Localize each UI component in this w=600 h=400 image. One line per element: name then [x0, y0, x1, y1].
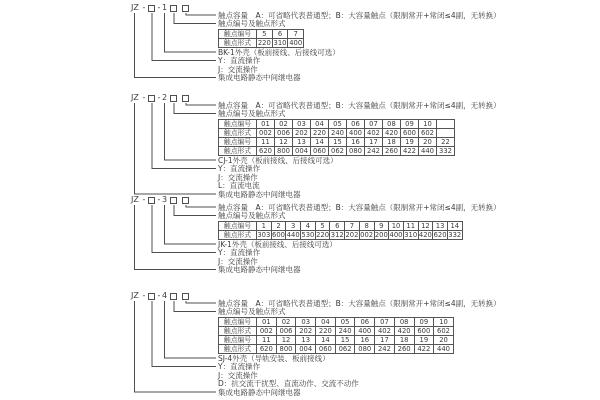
table-row: [219, 146, 455, 155]
operation-option-label: J：交流操作: [218, 370, 258, 380]
table-cell: 220: [316, 326, 336, 335]
table-cell: 310: [273, 38, 287, 47]
leader-line: [152, 301, 216, 367]
leader-line: [135, 13, 217, 78]
table-cell: 220: [316, 230, 330, 239]
table-cell: 440: [286, 230, 300, 239]
table-cell: 04: [311, 119, 329, 128]
table-cell: 422: [401, 146, 419, 155]
table-cell: 420: [394, 326, 414, 335]
operation-option-label: Y：直流操作: [218, 56, 261, 65]
table-cell: 10: [434, 317, 454, 326]
table-cell: 2: [271, 221, 286, 230]
operation-option-label: L：直流电流: [218, 181, 260, 190]
shell-type-label: BK-1外壳（板前接线、后接线可选）: [218, 47, 340, 57]
table-cell: 11: [257, 335, 277, 344]
contact-numbering-label: 触点编号及触点形式: [218, 307, 286, 316]
series-name-label: 集成电路静态中间继电器: [218, 265, 301, 274]
table-cell: 02: [276, 317, 296, 326]
table-cell: 060: [311, 146, 329, 155]
row-header-cell: 触点编号: [219, 221, 257, 230]
table-row: [219, 128, 455, 137]
table-cell: 006: [276, 326, 296, 335]
placeholder-box-icon: [182, 293, 189, 300]
table-cell: 6: [330, 221, 345, 230]
table-row: [219, 38, 304, 47]
contact-numbering-label: 触点编号及触点形式: [218, 109, 286, 118]
placeholder-box-icon: [182, 95, 189, 102]
table-cell: 15: [335, 335, 355, 344]
model-code-dash: -: [142, 3, 146, 12]
placeholder-box-icon: [148, 293, 155, 300]
leader-line: [186, 205, 216, 207]
table-cell: 420: [383, 128, 401, 137]
table-cell: 20: [434, 335, 454, 344]
leader-line: [165, 13, 217, 52]
placeholder-box-icon: [182, 5, 189, 12]
contact-table: [218, 221, 463, 240]
table-cell: 200: [374, 230, 388, 239]
table-cell: 530: [301, 230, 315, 239]
table-cell: 006: [275, 128, 293, 137]
row-header-cell: 触点编号: [219, 29, 257, 38]
table-row: [219, 119, 455, 128]
placeholder-box-icon: [170, 197, 177, 204]
row-header-cell: 触点编号: [219, 317, 257, 326]
placeholder-box-icon: [170, 95, 177, 102]
table-cell: 600: [414, 326, 434, 335]
row-header-cell: 触点编号: [219, 335, 257, 344]
table-cell: 402: [375, 326, 395, 335]
table-cell: 332: [448, 230, 462, 239]
model-code-prefix: JZ: [131, 195, 139, 204]
model-code-prefix: JZ: [131, 93, 139, 102]
table-cell: 16: [347, 137, 365, 146]
leader-line: [135, 103, 217, 194]
table-cell: 13: [433, 221, 448, 230]
table-cell: 303: [257, 230, 271, 239]
leader-line: [165, 103, 217, 160]
table-cell: 14: [447, 221, 462, 230]
table-cell: 04: [316, 317, 336, 326]
table-cell: 19: [414, 335, 434, 344]
series-name-label: 集成电路静态中间继电器: [218, 189, 301, 199]
table-cell: 5: [315, 221, 330, 230]
table-row: [219, 344, 454, 353]
contact-numbering-label: 触点编号及触点形式: [218, 211, 286, 220]
contact-capacity-label: 触点容量 A：可省略代表普通型；B：大容量触点（限制常开+常闭≤4副，无转换）: [218, 100, 501, 110]
contact-capacity-label: 触点容量 A：可省略代表普通型；B：大容量触点（限制常开+常闭≤4副，无转换）: [218, 298, 501, 308]
leader-line: [152, 13, 216, 61]
table-cell: 260: [383, 146, 401, 155]
row-header-cell: 触点形式: [219, 230, 257, 239]
table-cell: 06: [347, 119, 365, 128]
table-cell: 440: [419, 146, 437, 155]
table-cell: 420: [418, 230, 432, 239]
model-code-dash: -: [142, 291, 146, 300]
operation-option-label: Y：直流操作: [218, 362, 261, 371]
table-cell: 17: [365, 137, 383, 146]
table-cell: 8: [359, 221, 374, 230]
table-cell: 01: [257, 119, 275, 128]
table-row: [219, 326, 454, 335]
table-cell: 440: [434, 344, 454, 353]
operation-option-label: Y：直流操作: [218, 248, 261, 257]
model-code-digit: 1: [162, 3, 168, 12]
table-cell: 05: [329, 119, 347, 128]
table-cell: 17: [375, 335, 395, 344]
table-cell: 12: [418, 221, 433, 230]
row-header-cell: 触点形式: [219, 38, 257, 47]
placeholder-box-icon: [170, 5, 177, 12]
table-cell: 11: [257, 137, 275, 146]
model-code-prefix: JZ: [131, 3, 139, 12]
table-cell: 332: [437, 146, 455, 155]
placeholder-box-icon: [148, 5, 155, 12]
placeholder-box-icon: [148, 197, 155, 204]
table-cell: 03: [293, 119, 311, 128]
table-cell: 12: [276, 335, 296, 344]
table-cell: 4: [301, 221, 316, 230]
table-cell: 09: [414, 317, 434, 326]
table-cell: 310: [404, 230, 418, 239]
table-cell: 02: [275, 119, 293, 128]
table-cell: 202: [296, 326, 316, 335]
table-cell: 602: [434, 326, 454, 335]
table-cell: 400: [355, 326, 375, 335]
contact-table: [218, 317, 454, 354]
table-cell: 7: [288, 29, 304, 38]
row-header-cell: 触点形式: [219, 344, 257, 353]
table-cell: [437, 119, 455, 128]
operation-option-label: Y：直流操作: [218, 164, 261, 173]
table-cell: 202: [345, 230, 359, 239]
table-cell: 080: [355, 344, 375, 353]
leader-line: [186, 103, 216, 105]
table-cell: 19: [401, 137, 419, 146]
model-code-digit: 2: [162, 93, 168, 102]
leader-line: [186, 13, 216, 15]
table-cell: 600: [272, 230, 286, 239]
table-cell: 6: [272, 29, 288, 38]
table-cell: 220: [257, 38, 271, 47]
model-code-dash: -: [157, 3, 161, 12]
table-cell: 16: [355, 335, 375, 344]
model-code-dash: -: [157, 195, 161, 204]
table-cell: 002: [360, 230, 374, 239]
table-cell: 004: [293, 146, 311, 155]
table-cell: 240: [335, 326, 355, 335]
table-cell: 11: [403, 221, 418, 230]
table-row: [219, 221, 463, 230]
table-cell: 800: [276, 344, 296, 353]
table-cell: 242: [365, 146, 383, 155]
table-cell: 062: [329, 146, 347, 155]
table-cell: 13: [296, 335, 316, 344]
table-cell: 620: [257, 146, 275, 155]
table-cell: 422: [414, 344, 434, 353]
model-code-dash: -: [157, 93, 161, 102]
contact-table: [218, 119, 455, 156]
model-code-digit: 4: [162, 291, 168, 300]
series-name-label: 集成电路静态中间继电器: [218, 387, 301, 397]
table-cell: 242: [375, 344, 395, 353]
table-cell: 260: [394, 344, 414, 353]
model-code-dash: -: [142, 93, 146, 102]
table-cell: 004: [296, 344, 316, 353]
series-name-label: 集成电路静态中间继电器: [218, 73, 301, 82]
table-cell: 600: [401, 128, 419, 137]
table-row: [219, 230, 463, 239]
table-cell: 620: [433, 230, 447, 239]
table-row: [219, 137, 455, 146]
row-header-cell: 触点编号: [219, 137, 257, 146]
table-cell: 18: [383, 137, 401, 146]
table-cell: 002: [257, 128, 275, 137]
model-code-prefix: JZ: [131, 291, 139, 300]
table-cell: 002: [257, 326, 277, 335]
table-cell: 07: [365, 119, 383, 128]
operation-option-label: D：抗交流干扰型、直流动作、交流不动作: [218, 379, 359, 388]
table-cell: 08: [383, 119, 401, 128]
table-cell: 01: [257, 317, 277, 326]
shell-type-label: CJ-1外壳（板前接线、后接线可选）: [218, 155, 338, 165]
table-cell: 312: [330, 230, 344, 239]
contact-capacity-label: 触点容量 A：可省略代表普通型；B：大容量触点（限制常开+常闭≤4副，无转换）: [218, 202, 501, 212]
table-cell: 10: [389, 221, 404, 230]
table-cell: 080: [347, 146, 365, 155]
shell-type-label: JK-1外壳（板前接线、后接线可选）: [218, 239, 337, 249]
table-cell: 9: [374, 221, 389, 230]
leader-line: [135, 205, 217, 270]
table-cell: 14: [316, 335, 336, 344]
placeholder-box-icon: [148, 95, 155, 102]
placeholder-box-icon: [182, 197, 189, 204]
table-cell: 14: [311, 137, 329, 146]
operation-option-label: J：交流操作: [218, 256, 258, 266]
contact-numbering-label: 触点编号及触点形式: [218, 19, 286, 28]
table-row: [219, 29, 304, 38]
placeholder-box-icon: [170, 293, 177, 300]
table-cell: 12: [275, 137, 293, 146]
table-cell: 5: [257, 29, 273, 38]
table-cell: 06: [355, 317, 375, 326]
table-cell: 400: [347, 128, 365, 137]
model-code-dash: -: [157, 291, 161, 300]
table-row: [219, 317, 454, 326]
table-cell: 7: [345, 221, 360, 230]
contact-capacity-label: 触点容量 A：可省略代表普通型；B：大容量触点（限制常开+常闭≤4副，无转换）: [218, 10, 501, 20]
table-cell: 620: [257, 344, 277, 353]
table-cell: 1: [257, 221, 272, 230]
table-cell: 800: [275, 146, 293, 155]
table-cell: 09: [401, 119, 419, 128]
row-header-cell: 触点形式: [219, 146, 257, 155]
operation-option-label: J：交流操作: [218, 172, 258, 182]
table-cell: 400: [389, 230, 403, 239]
table-cell: 402: [365, 128, 383, 137]
row-header-cell: 触点形式: [219, 326, 257, 335]
table-cell: 400: [289, 38, 303, 47]
table-cell: 10: [419, 119, 437, 128]
table-cell: 15: [329, 137, 347, 146]
contact-table: [218, 29, 304, 48]
table-cell: 03: [296, 317, 316, 326]
model-code-dash: -: [142, 195, 146, 204]
table-cell: 220: [311, 128, 329, 137]
leader-line: [152, 205, 216, 253]
leader-line: [135, 301, 217, 392]
table-cell: 062: [335, 344, 355, 353]
table-cell: 07: [375, 317, 395, 326]
table-cell: 240: [329, 128, 347, 137]
leader-line: [186, 301, 216, 303]
leader-line: [165, 205, 217, 244]
table-cell: 602: [419, 128, 437, 137]
table-cell: 08: [394, 317, 414, 326]
table-cell: 3: [286, 221, 301, 230]
operation-option-label: J：交流操作: [218, 64, 258, 74]
table-row: [219, 335, 454, 344]
table-cell: 18: [394, 335, 414, 344]
table-cell: [437, 128, 455, 137]
leader-line: [165, 301, 217, 358]
table-cell: 060: [316, 344, 336, 353]
row-header-cell: 触点编号: [219, 119, 257, 128]
table-cell: 13: [293, 137, 311, 146]
table-cell: 202: [293, 128, 311, 137]
table-cell: 22: [437, 137, 455, 146]
shell-type-label: SJ-4外壳（导轨安装、板前接线）: [218, 353, 330, 363]
table-cell: 20: [419, 137, 437, 146]
model-code-digit: 3: [162, 195, 168, 204]
table-cell: 05: [335, 317, 355, 326]
row-header-cell: 触点形式: [219, 128, 257, 137]
leader-line: [152, 103, 216, 169]
